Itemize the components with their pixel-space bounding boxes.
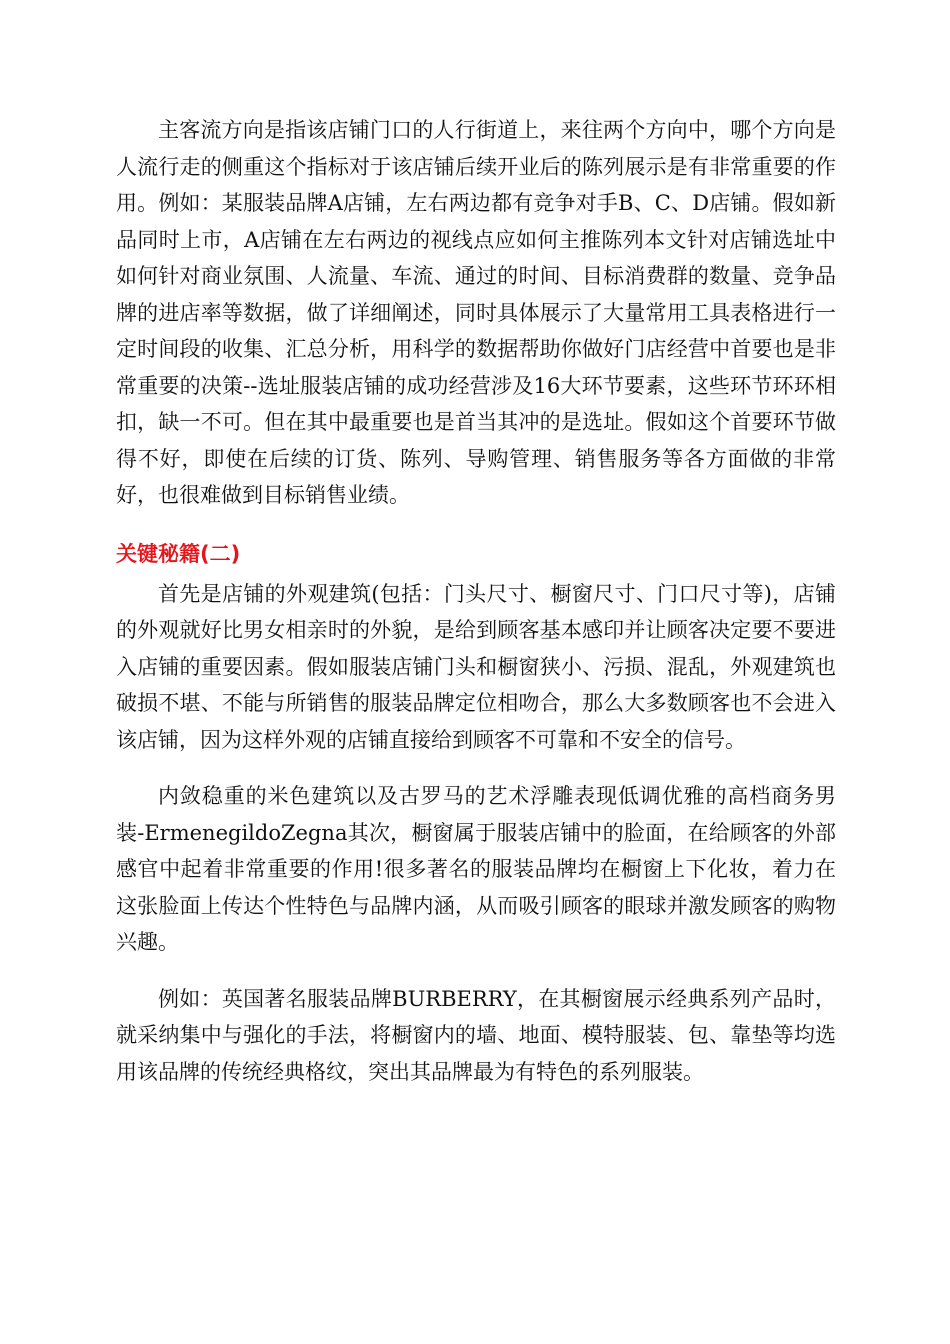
- section-heading: 关键秘籍(二): [116, 541, 241, 566]
- document-page: [116, 112, 836, 1090]
- paragraph-customer-flow: 主客流方向是指该店铺门口的人行街道上，来往两个方向中，哪个方向是人流行走的侧重这个指标对于该店铺后续开业后的陈列展示是有非常重要的作用。例如：某服装品牌A店铺，左右两边都有竞争对手B、C、D店铺。假如新品同时上市，A店铺在左右两边的视线点应如何主推陈列本文针对店铺选址中如何针对商业氛围、人流量、车流、通过的时间、目标消费群的数量、竞争品牌的进店率等数据，做了详细阐述，同时具体展示了大量常用工具表格进行一定时间段的收集、汇总分析，用科学的数据帮助你做好门店经营中首要也是非常重要的决策--选址服装店铺的成功经营涉及16大环节要素，这些环节环环相扣，缺一不可。但在其中最重要也是首当其冲的是选址。假如这个首要环节做得不好，即使在后续的订货、陈列、导购管理、销售服务等各方面做的非常好，也很难做到目标销售业绩。: [116, 118, 836, 507]
- paragraph-burberry-example: 例如：英国著名服装品牌BURBERRY，在其橱窗展示经典系列产品时，就采纳集中与强化的手法，将橱窗内的墙、地面、模特服装、包、靠垫等均选用该品牌的传统经典格纹，突出其品牌最为有特色的系列服装。: [116, 986, 836, 1084]
- paragraph-exterior: 首先是店铺的外观建筑(包括：门头尺寸、橱窗尺寸、门口尺寸等)，店铺的外观就好比男女相亲时的外貌，是给到顾客基本感印并让顾客决定要不要进入店铺的重要因素。假如服装店铺门头和橱窗狭小、污损、混乱，外观建筑也破损不堪、不能与所销售的服装品牌定位相吻合，那么大多数顾客也不会进入该店铺，因为这样外观的店铺直接给到顾客不可靠和不安全的信号。: [116, 581, 836, 752]
- paragraph-window-display: 内敛稳重的米色建筑以及古罗马的艺术浮雕表现低调优雅的高档商务男装-ErmenegildoZegna其次，橱窗属于服装店铺中的脸面，在给顾客的外部感官中起着非常重要的作用!很多著名的服装品牌均在橱窗上下化妆，着力在这张脸面上传达个性特色与品牌内涵，从而吸引顾客的眼球并激发顾客的购物兴趣。: [116, 784, 836, 954]
